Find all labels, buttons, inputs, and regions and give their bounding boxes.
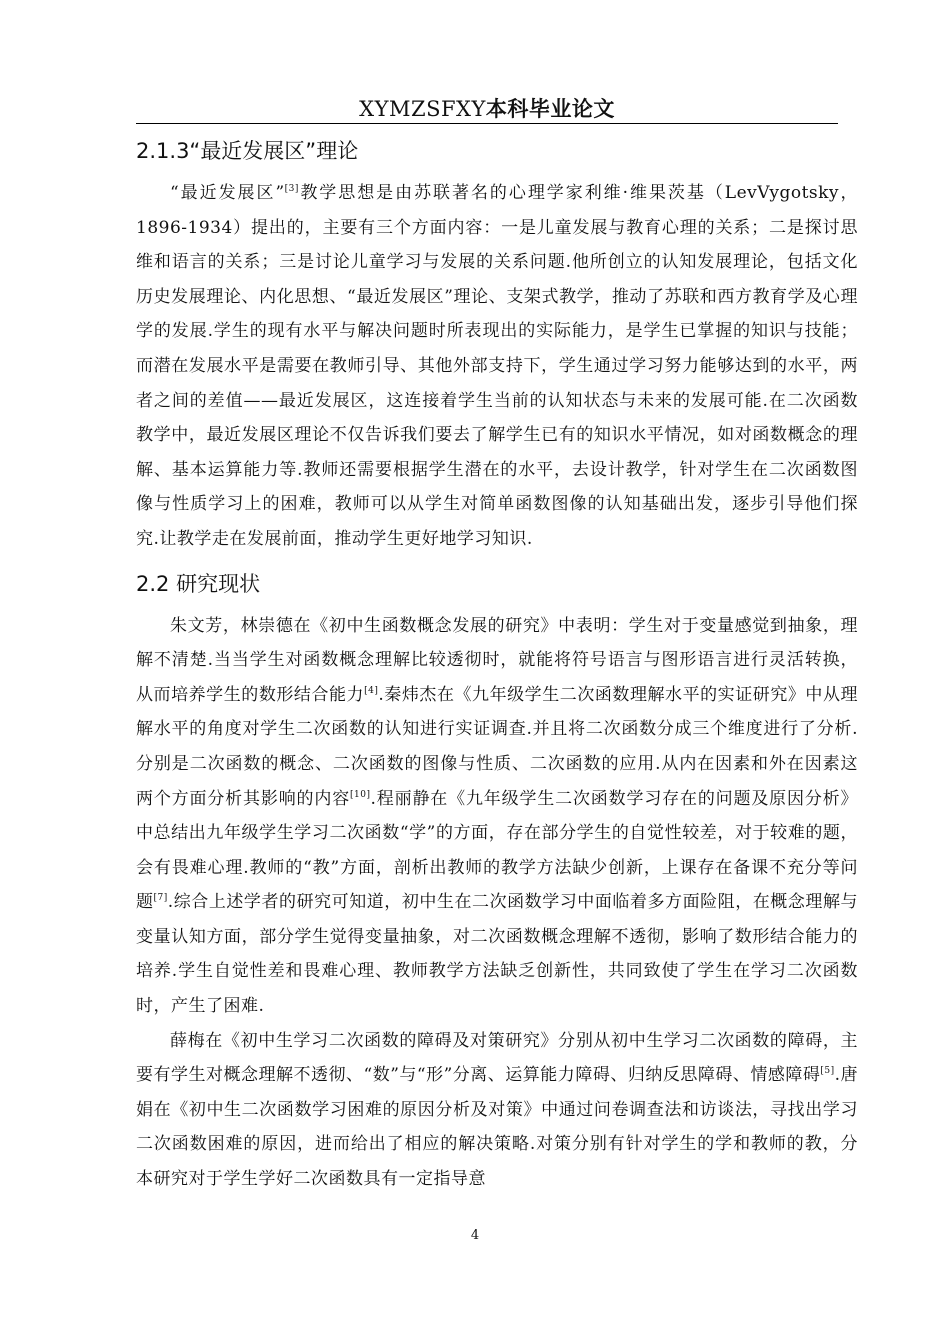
- running-header: [136, 96, 838, 124]
- paragraph-research-status-1: [136, 609, 858, 1024]
- page-number: 4: [470, 1228, 480, 1243]
- text-run: 教学思想是由苏联著名的心理学家利维·维果茨基（LevVygotsky，1896-1934）提出的，主要有三个方面内容：一是儿童发展与教育心理的关系；二是探讨思维和语言的关系；三是讨论儿童学习与发展的关系问题.他所创立的认知发展理论，包括文化历史发展理论、内化思想、“最近发展区”理论、支架式教学，推动了苏联和西方教育学及心理学的发展.学生的现有水平与解决问题时所表现出的实际能力，是学生已掌握的知识与技能；而潜在发展水平是需要在教师引导、其他外部支持下，学生通过学习努力能够达到的水平，两者之间的差值——最近发展区，这连接着学生当前的认知状态与未来的发展可能.在二次函数教学中，最近发展区理论不仅告诉我们要去了解学生已有的知识水平情况，如对函数概念的理解、基本运算能力等.教师还需要根据学生潜在的水平，去设计教学，针对学生在二次函数图像与性质学习上的困难，教师可以从学生对简单函数图像的认知基础出发，逐步引导他们探究.让教学走在发展前面，推动学生更好地学习知识.: [136, 183, 858, 549]
- page-body: [136, 136, 858, 1197]
- citation-ref: [5]: [820, 1066, 835, 1077]
- section-heading-2-2: 2.2 研究现状: [136, 571, 261, 596]
- text-run: 薛梅在《初中生学习二次函数的障碍及对策研究》分别从初中生学习二次函数的障碍，主要有学生对概念理解不透彻、“数”与“形”分离、运算能力障碍、归纳反思障碍、情感障碍: [136, 1030, 858, 1086]
- text-run: .秦炜杰在《九年级学生二次函数理解水平的实证研究》中从理解水平的角度对学生二次函数的认知进行实证调查.并且将二次函数分成三个维度进行了分析.分别是二次函数的概念、二次函数的图像与性质、二次函数的应用.从内在因素和外在因素这两个方面分析其影响的内容: [136, 684, 859, 809]
- text-run: 朱文芳，林崇德在《初中生函数概念发展的研究》中表明：学生对于变量感觉到抽象，理解不清楚.当当学生对函数概念理解比较透彻时，就能将符号语言与图形语言进行灵活转换，从而培养学生的数形结合能力: [136, 615, 858, 705]
- paragraph-research-status-2: [136, 1024, 858, 1197]
- citation-ref: [7]: [153, 893, 168, 904]
- citation-ref: [4]: [364, 685, 379, 696]
- citation-ref: [10]: [350, 789, 371, 800]
- paragraph-zpd: [136, 176, 858, 557]
- text-run: .综合上述学者的研究可知道，初中生在二次函数学习中面临着多方面险阻，在概念理解与变量认知方面，部分学生觉得变量抽象，对二次函数概念理解不透彻，影响了数形结合能力的培养.学生自觉性差和畏难心理、教师教学方法缺乏创新性，共同致使了学生在学习二次函数时，产生了困难.: [136, 892, 858, 1017]
- text-run: “最近发展区”: [170, 183, 285, 203]
- section-heading-2-1-3: 2.1.3“最近发展区”理论: [136, 139, 359, 163]
- header-latin: XYMZSFXY: [359, 97, 486, 121]
- citation-ref: [3]: [284, 184, 299, 194]
- header-title: 本科毕业论文: [485, 97, 615, 121]
- text-run: .程丽静在《九年级学生二次函数学习存在的问题及原因分析》中总结出九年级学生学习二次函数“学”的方面，存在部分学生的自觉性较差，对于较难的题，会有畏难心理.教师的“教”方面，剖析出教师的教学方法缺少创新，上课存在备课不充分等问题: [136, 788, 859, 913]
- text-run: .唐娟在《初中生二次函数学习困难的原因分析及对策》中通过问卷调查法和访谈法，寻找出学习二次函数困难的原因，进而给出了相应的解决策略.对策分别有针对学生的学和教师的教，分本研究对于学生学好二次函数具有一定指导意: [136, 1065, 858, 1190]
